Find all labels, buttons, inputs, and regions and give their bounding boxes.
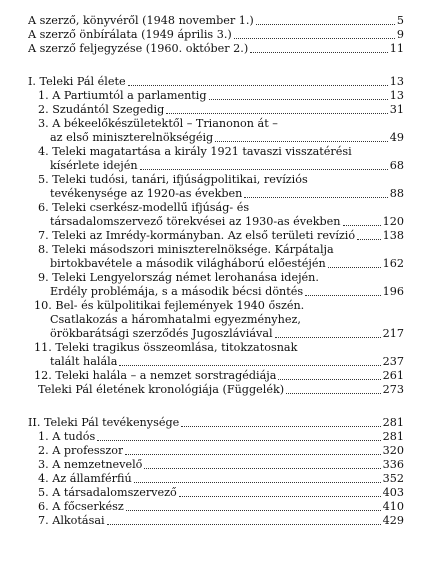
toc-entry-label: az első miniszterelnökségéig — [50, 131, 214, 144]
part2-section — [28, 430, 404, 528]
toc-page-number: 352 — [382, 472, 404, 485]
toc-entry — [28, 285, 404, 299]
dot-leader — [209, 98, 388, 100]
toc-entry — [28, 383, 404, 397]
toc-entry-number: 6. — [38, 500, 49, 513]
toc-entry-line — [28, 145, 404, 159]
toc-entry — [28, 257, 404, 271]
toc-entry-label: Teleki cserkész-modellű ifjúság- és — [52, 201, 250, 214]
toc-entry-label: Bel- és külpolitikai fejlemények 1940 őszén. — [55, 299, 305, 312]
toc-entry-label: A nemzetnevelő — [52, 458, 143, 471]
toc-entry — [28, 42, 404, 56]
dot-leader — [244, 196, 387, 198]
section-gap — [28, 56, 404, 75]
toc-entry-label: A professzor — [52, 444, 124, 457]
toc-entry — [28, 215, 404, 229]
intro-section — [28, 14, 404, 56]
toc-entry-label: A szerző önbírálata (1949 április 3.) — [28, 28, 232, 41]
toc-entry-label: tevékenysége az 1920-as években — [50, 187, 243, 200]
toc-entry — [28, 159, 404, 173]
toc-page-number: 162 — [382, 257, 404, 270]
toc-entry-label: A szerző, könyvéről (1948 november 1.) — [28, 14, 254, 27]
dot-leader — [107, 523, 381, 525]
toc-page-number: 31 — [389, 103, 404, 116]
toc-page-number: 336 — [382, 458, 404, 471]
toc-entry — [28, 472, 404, 486]
toc-entry-label: talált halála — [50, 355, 118, 368]
part2-title: II. Teleki Pál tevékenysége — [28, 416, 180, 429]
part1-title: I. Teleki Pál élete — [28, 75, 126, 88]
toc-entry-label: Teleki másodszori miniszterelnöksége. Kárpátalja — [52, 243, 334, 256]
toc-page-number: 320 — [382, 444, 404, 457]
section-gap — [28, 397, 404, 416]
dot-leader — [275, 336, 381, 338]
toc-page-number: 237 — [382, 355, 404, 368]
toc-entry-number: 10. — [34, 299, 52, 312]
toc-entry-label: Az államférfiú — [52, 472, 132, 485]
toc-entry-label: Csatlakozás a háromhatalmi egyezményhez, — [50, 313, 301, 326]
toc-page-number: 196 — [382, 285, 404, 298]
toc-entry — [28, 14, 404, 28]
toc-entry-label: birtokbavétele a második világháború előestéjén — [50, 257, 326, 270]
toc-page-number: 403 — [382, 486, 404, 499]
toc-entry-number: 6. — [38, 201, 49, 214]
dot-leader — [181, 425, 380, 427]
dot-leader — [128, 84, 388, 86]
dot-leader — [357, 238, 381, 240]
toc-entry-line — [28, 341, 404, 355]
part2-heading — [28, 416, 404, 430]
toc-entry — [28, 229, 404, 243]
toc-entry — [28, 131, 404, 145]
toc-page-number: 429 — [382, 514, 404, 527]
toc-entry-label: kísérlete idején — [50, 159, 138, 172]
dot-leader — [278, 378, 380, 380]
toc-entry-number: 11. — [34, 341, 52, 354]
toc-entry-number: 2. — [38, 103, 49, 116]
toc-entry — [28, 327, 404, 341]
toc-entry-label: Erdély problémája, s a második bécsi döntés — [50, 285, 304, 298]
toc-entry-label: A békeelőkészületektől – Trianonon át – — [52, 117, 278, 130]
toc-entry-label: Teleki Lengyelország német lerohanása idején. — [52, 271, 319, 284]
dot-leader — [125, 453, 380, 455]
toc-page-number: 13 — [389, 89, 404, 102]
toc-entry-label: Szudántól Szegedig — [52, 103, 165, 116]
toc-entry-label: A tudós — [52, 430, 96, 443]
toc-entry-label: Teleki magatartása a király 1921 tavaszi visszatérési — [52, 145, 352, 158]
toc-entry — [28, 187, 404, 201]
toc-entry-label: Teleki tragikus összeomlása, titokzatosnak — [55, 341, 298, 354]
toc-entry — [28, 500, 404, 514]
toc-entry — [28, 486, 404, 500]
toc-entry-label: A társadalomszervező — [52, 486, 177, 499]
toc-entry — [28, 28, 404, 42]
dot-leader — [250, 51, 388, 53]
toc-page-number: 68 — [389, 159, 404, 172]
toc-entry-line — [28, 313, 404, 327]
toc-entry-line — [28, 117, 404, 131]
dot-leader — [97, 439, 380, 441]
toc-entry-label: Teleki az Imrédy-kormányban. Az első területi revízió — [52, 229, 356, 242]
dot-leader — [286, 392, 381, 394]
dot-leader — [343, 224, 381, 226]
toc-entry-number: 5. — [38, 486, 49, 499]
dot-leader — [305, 294, 381, 296]
toc-entry-line — [28, 173, 404, 187]
toc-page-number: 273 — [382, 383, 404, 396]
toc-entry-line — [28, 243, 404, 257]
toc-entry-label: társadalomszervező törekvései az 1930-as években — [50, 215, 341, 228]
part1-page: 13 — [389, 75, 404, 88]
dot-leader — [119, 364, 380, 366]
toc-entry — [28, 355, 404, 369]
toc-page-number: 11 — [389, 42, 404, 55]
toc-entry-line — [28, 271, 404, 285]
dot-leader — [328, 266, 381, 268]
toc-entry-label: Teleki Pál életének kronológiája (Függelék) — [38, 383, 285, 396]
toc-entry-number: 8. — [38, 243, 49, 256]
part2-page: 281 — [382, 416, 404, 429]
toc-page-number: 120 — [382, 215, 404, 228]
dot-leader — [144, 467, 380, 469]
toc-page-number: 261 — [382, 369, 404, 382]
toc-page-number: 49 — [389, 131, 404, 144]
toc-entry-label: A szerző feljegyzése (1960. október 2.) — [28, 42, 249, 55]
dot-leader — [215, 140, 388, 142]
toc-entry-number: 4. — [38, 145, 49, 158]
toc-entry-number: 3. — [38, 117, 49, 130]
dot-leader — [126, 509, 381, 511]
toc-entry-label: Alkotásai — [52, 514, 105, 527]
dot-leader — [134, 481, 381, 483]
toc-entry-label: A főcserkész — [52, 500, 124, 513]
toc-entry-label: Teleki tudósi, tanári, ifjúságpolitikai, revíziós — [52, 173, 308, 186]
toc-entry — [28, 89, 404, 103]
toc-entry-number: 7. — [38, 229, 49, 242]
toc-entry-number: 4. — [38, 472, 49, 485]
toc-entry-line — [28, 201, 404, 215]
dot-leader — [179, 495, 381, 497]
dot-leader — [234, 37, 395, 39]
toc-page-number: 281 — [382, 430, 404, 443]
toc-page-number: 138 — [382, 229, 404, 242]
toc-entry — [28, 430, 404, 444]
toc-entry-label: örökbarátsági szerződés Jugoszláviával — [50, 327, 273, 340]
part1-section — [28, 89, 404, 397]
toc-entry-number: 12. — [34, 369, 52, 382]
toc-page-number: 410 — [382, 500, 404, 513]
toc-page-number: 5 — [396, 14, 404, 27]
dot-leader — [140, 168, 388, 170]
toc-entry-number: 1. — [38, 89, 49, 102]
table-of-contents — [28, 14, 404, 528]
toc-entry — [28, 514, 404, 528]
dot-leader — [166, 112, 387, 114]
toc-entry-number: 9. — [38, 271, 49, 284]
toc-entry-label: Teleki halála – a nemzet sorstragédiája — [55, 369, 277, 382]
part1-heading — [28, 75, 404, 89]
toc-entry — [28, 444, 404, 458]
toc-entry — [28, 103, 404, 117]
toc-entry — [28, 369, 404, 383]
dot-leader — [256, 23, 395, 25]
toc-page-number: 9 — [396, 28, 404, 41]
toc-page-number: 88 — [389, 187, 404, 200]
toc-entry-number: 1. — [38, 430, 49, 443]
toc-entry-label: A Partiumtól a parlamentig — [52, 89, 207, 102]
toc-entry — [28, 458, 404, 472]
toc-entry-number: 3. — [38, 458, 49, 471]
toc-entry-number: 2. — [38, 444, 49, 457]
toc-entry-number: 5. — [38, 173, 49, 186]
toc-page-number: 217 — [382, 327, 404, 340]
toc-entry-line — [28, 299, 404, 313]
toc-entry-number: 7. — [38, 514, 49, 527]
